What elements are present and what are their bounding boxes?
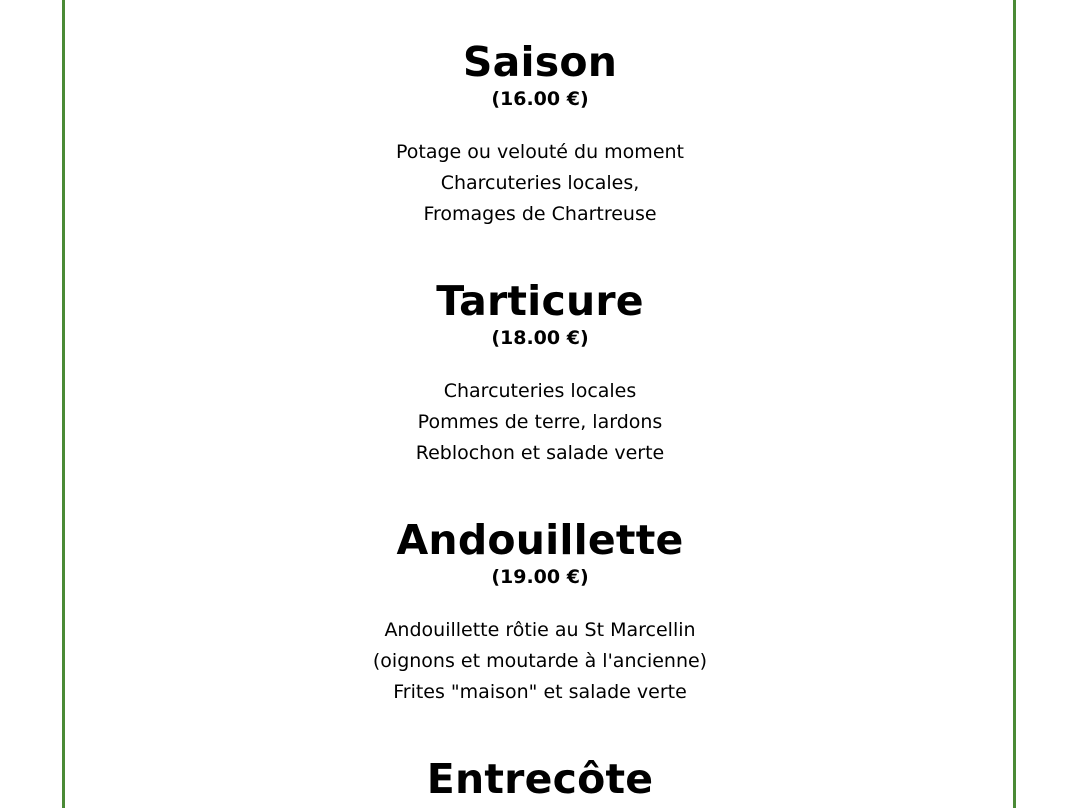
description-line: Reblochon et salade verte [415,442,665,464]
description-line: Frites "maison" et salade verte [393,681,687,703]
menu-item-andouillette [0,515,1080,708]
description-line: Fromages de Chartreuse [423,203,657,225]
menu-item-description [0,376,1080,469]
description-line: Andouillette rôtie au St Marcellin [384,619,696,641]
menu-item-price: (16.00 €) [491,88,589,110]
menu-item-description [0,615,1080,708]
menu-item-title: Andouillette [396,516,684,564]
menu-item-saison [0,37,1080,230]
description-line: Charcuteries locales, [440,172,640,194]
menu-item-price: (18.00 €) [491,327,589,349]
menu-item-title: Tarticure [436,277,644,325]
description-line: Charcuteries locales [443,380,637,402]
description-line: Potage ou velouté du moment [395,141,684,163]
menu-item-entrecote [0,754,1080,804]
description-line: Pommes de terre, lardons [417,411,663,433]
menu-item-price: (19.00 €) [491,566,589,588]
menu-item-title: Saison [462,38,618,86]
menu-item-tarticure [0,276,1080,469]
menu-item-title: Entrecôte [426,755,654,803]
menu-item-description [0,137,1080,230]
description-line: (oignons et moutarde à l'ancienne) [372,650,708,672]
